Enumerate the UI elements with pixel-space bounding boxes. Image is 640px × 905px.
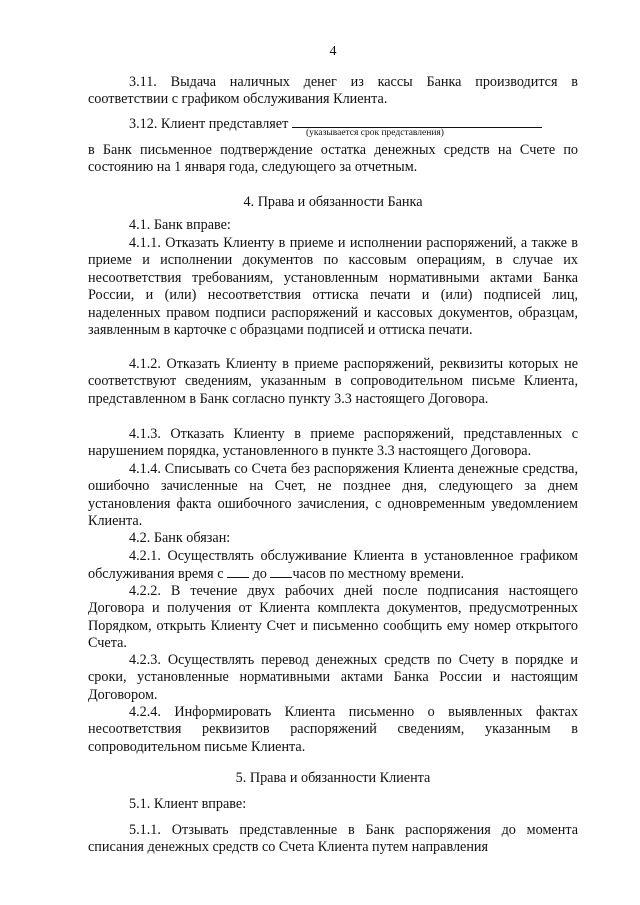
section-5-heading: 5. Права и обязанности Клиента [235,770,431,786]
paragraph-4-1-3: 4.1.3. Отказать Клиенту в приеме распоряжений, представленных с нарушением порядка, установленного в пункте 3.3 настоящего Договора. [88,426,578,460]
paragraph-4-2-4: 4.2.4. Информировать Клиента письменно о выявленных фактах несоответствия реквизитов распоряжений сведениям, указанным в сопроводительном письме Клиента. [88,704,578,755]
paragraph-5-1: 5.1. Клиент вправе: [129,796,247,812]
section-4-heading: 4. Права и обязанности Банка [243,194,423,210]
paragraph-4-2-1-to: до [252,566,267,583]
paragraph-4-2-2: 4.2.2. В течение двух рабочих дней после подписания настоящего Договора и получения от Клиента комплекта документов, предусмотренных Порядком, открыть Клиенту Счет и письменно сообщить ему номер открытого Счета. [88,583,578,652]
start-hour-blank [227,565,249,578]
paragraph-4-1-4: 4.1.4. Списывать со Счета без распоряжения Клиента денежные средства, ошибочно зачисленные на Счет, не позднее дня, следующего за днем установления факта ошибочного зачисления, с одновременным уведомлением Клиента. [88,461,578,530]
paragraph-4-2-3: 4.2.3. Осуществлять перевод денежных средств по Счету в порядке и сроки, установленные нормативными актами Банка России и настоящим Договором. [88,652,578,703]
paragraph-4-1-1: 4.1.1. Отказать Клиенту в приеме и исполнении распоряжений, а также в приеме и исполнении документов по кассовым операциям, в случае их несоответствия требованиям, установленным нормативными актами Банка России, и (или) несоответствия оттиска печати и (или) подписей лиц, наделенных правом подписи распоряжений и кассовых документов, образцам, заявленным в карточке с образцами подписей и оттиска печати. [88,235,578,339]
deadline-note: (указывается срок представления) [306,128,444,138]
paragraph-4-1-2: 4.1.2. Отказать Клиенту в приеме распоряжений, реквизиты которых не соответствуют сведениям, указанным в сопроводительном письме Клиента, представленном в Банк согласно пункту 3.3 настоящего Договора. [88,356,578,407]
paragraph-3-12-start: 3.12. Клиент представляет [129,116,289,132]
paragraph-3-12-continued: в Банк письменное подтверждение остатка денежных средств на Счете по состоянию на 1 января года, следующего за отчетным. [88,142,578,176]
paragraph-5-1-1: 5.1.1. Отзывать представленные в Банк распоряжения до момента списания денежных средств со Счета Клиента путем направления [88,822,578,856]
deadline-blank-line [292,113,542,128]
paragraph-3-11: 3.11. Выдача наличных денег из кассы Банка производится в соответствии с графиком обслуживания Клиента. [88,74,578,108]
paragraph-4-1: 4.1. Банк вправе: [129,217,231,233]
page-number: 4 [329,44,337,59]
paragraph-4-2-1-end: часов по местному времени. [292,566,465,583]
paragraph-4-2-1 [88,548,578,584]
end-hour-blank [270,565,292,578]
paragraph-4-2-1-start: 4.2.1. Осуществлять обслуживание Клиента в установленное графиком обслуживания время с [88,548,578,583]
paragraph-4-2: 4.2. Банк обязан: [129,530,231,546]
